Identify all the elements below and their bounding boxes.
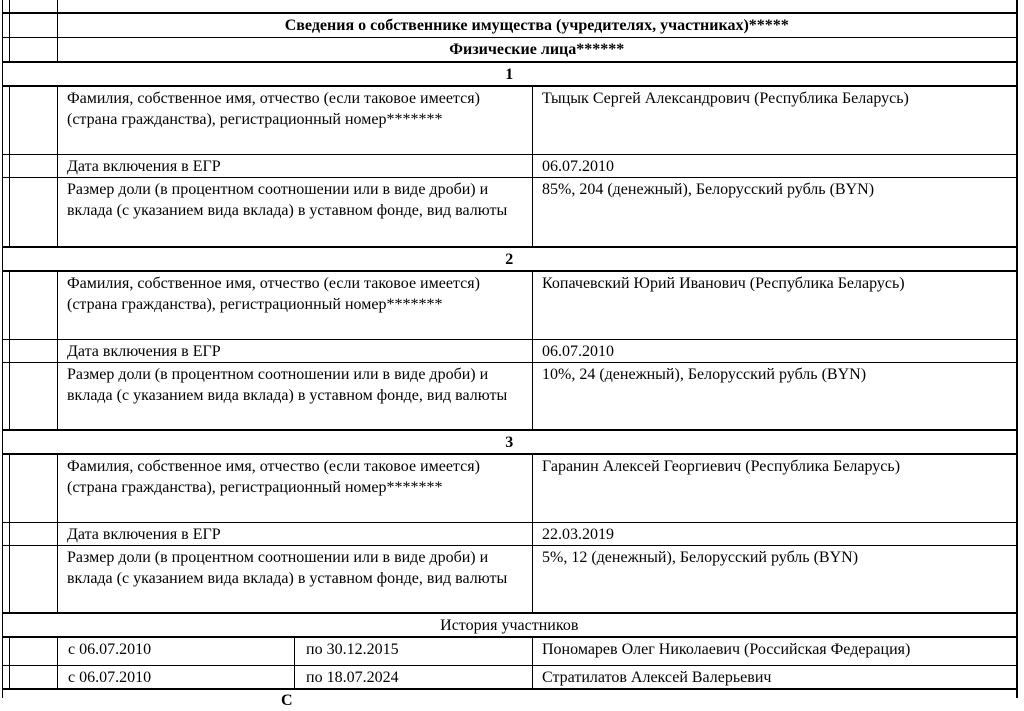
history-name: Пономарев Олег Николаевич (Российская Федерация) — [533, 637, 1017, 665]
share-value: 85%, 204 (денежный), Белорусский рубль (BYN) — [533, 177, 1017, 247]
empty-cell — [10, 13, 58, 37]
table-row — [3, 362, 1017, 430]
empty-cell — [3, 362, 10, 430]
egr-date-label: Дата включения в ЕГР — [58, 339, 533, 362]
empty-cell — [10, 637, 58, 665]
empty-cell — [3, 545, 10, 613]
empty-cell — [58, 0, 1017, 13]
registry-table — [2, 0, 1018, 709]
empty-cell — [3, 177, 10, 247]
empty-cell — [10, 37, 58, 62]
empty-cell — [10, 454, 58, 522]
table-row — [3, 637, 1017, 665]
history-to: по 30.12.2015 — [295, 637, 533, 665]
empty-cell — [10, 86, 58, 154]
empty-cell — [10, 522, 58, 545]
empty-cell — [10, 177, 58, 247]
history-title: История участников — [3, 613, 1017, 637]
empty-cell — [3, 454, 10, 522]
empty-cell — [3, 637, 10, 665]
empty-cell — [3, 13, 10, 37]
name-value: Копачевский Юрий Иванович (Республика Беларусь) — [533, 271, 1017, 339]
participant-number: 3 — [3, 430, 1017, 454]
egr-date-label: Дата включения в ЕГР — [58, 522, 533, 545]
table-row — [3, 247, 1017, 271]
participant-number: 2 — [3, 247, 1017, 271]
participant-number: 1 — [3, 62, 1017, 86]
history-to: по 18.07.2024 — [295, 665, 533, 689]
empty-cell — [10, 0, 58, 13]
empty-cell — [3, 86, 10, 154]
share-value: 10%, 24 (денежный), Белорусский рубль (BYN) — [533, 362, 1017, 430]
history-from: с 06.07.2010 — [58, 637, 295, 665]
empty-cell — [3, 0, 10, 13]
name-value: Гаранин Алексей Георгиевич (Республика Беларусь) — [533, 454, 1017, 522]
table-row — [3, 177, 1017, 247]
table-row — [3, 86, 1017, 154]
table-row — [3, 545, 1017, 613]
next-section-partial-text: С — [281, 691, 293, 709]
share-value: 5%, 12 (денежный), Белорусский рубль (BYN) — [533, 545, 1017, 613]
name-label: Фамилия, собственное имя, отчество (если таковое имеется) (страна гражданства), регистрационный номер******* — [58, 454, 533, 522]
table-row — [3, 271, 1017, 339]
table-row — [3, 339, 1017, 362]
empty-cell — [3, 665, 10, 689]
table-row — [3, 62, 1017, 86]
individuals-subtitle: Физические лица****** — [58, 37, 1017, 62]
owners-section-title: Сведения о собственнике имущества (учредителях, участниках)***** — [58, 13, 1017, 37]
egr-date-value: 22.03.2019 — [533, 522, 1017, 545]
table-row — [3, 37, 1017, 62]
empty-cell — [10, 665, 58, 689]
egr-date-label: Дата включения в ЕГР — [58, 154, 533, 177]
empty-cell — [10, 271, 58, 339]
share-label: Размер доли (в процентном соотношении или в виде дроби) и вклада (с указанием вида вклада) в уставном фонде, вид валюты — [58, 362, 533, 430]
name-label: Фамилия, собственное имя, отчество (если таковое имеется) (страна гражданства), регистрационный номер******* — [58, 271, 533, 339]
empty-cell — [3, 271, 10, 339]
empty-cell — [3, 522, 10, 545]
table-row — [3, 689, 1017, 698]
empty-cell — [3, 339, 10, 362]
table-row — [3, 154, 1017, 177]
share-label: Размер доли (в процентном соотношении или в виде дроби) и вклада (с указанием вида вклада) в уставном фонде, вид валюты — [58, 177, 533, 247]
table-row — [3, 0, 1017, 13]
egr-date-value: 06.07.2010 — [533, 339, 1017, 362]
table-row — [3, 13, 1017, 37]
table-row — [3, 522, 1017, 545]
empty-cell — [3, 37, 10, 62]
empty-cell — [10, 362, 58, 430]
table-row — [3, 454, 1017, 522]
table-row — [3, 430, 1017, 454]
name-value: Тыцык Сергей Александрович (Республика Беларусь) — [533, 86, 1017, 154]
egr-date-value: 06.07.2010 — [533, 154, 1017, 177]
name-label: Фамилия, собственное имя, отчество (если таковое имеется) (страна гражданства), регистрационный номер******* — [58, 86, 533, 154]
empty-cell — [10, 339, 58, 362]
history-from: с 06.07.2010 — [58, 665, 295, 689]
empty-cell — [10, 154, 58, 177]
empty-cell — [10, 545, 58, 613]
history-name: Стратилатов Алексей Валерьевич — [533, 665, 1017, 689]
table-row — [3, 665, 1017, 689]
empty-cell — [3, 154, 10, 177]
next-section-partial-cell — [3, 689, 1017, 709]
share-label: Размер доли (в процентном соотношении или в виде дроби) и вклада (с указанием вида вклада) в уставном фонде, вид валюты — [58, 545, 533, 613]
table-row — [3, 613, 1017, 637]
